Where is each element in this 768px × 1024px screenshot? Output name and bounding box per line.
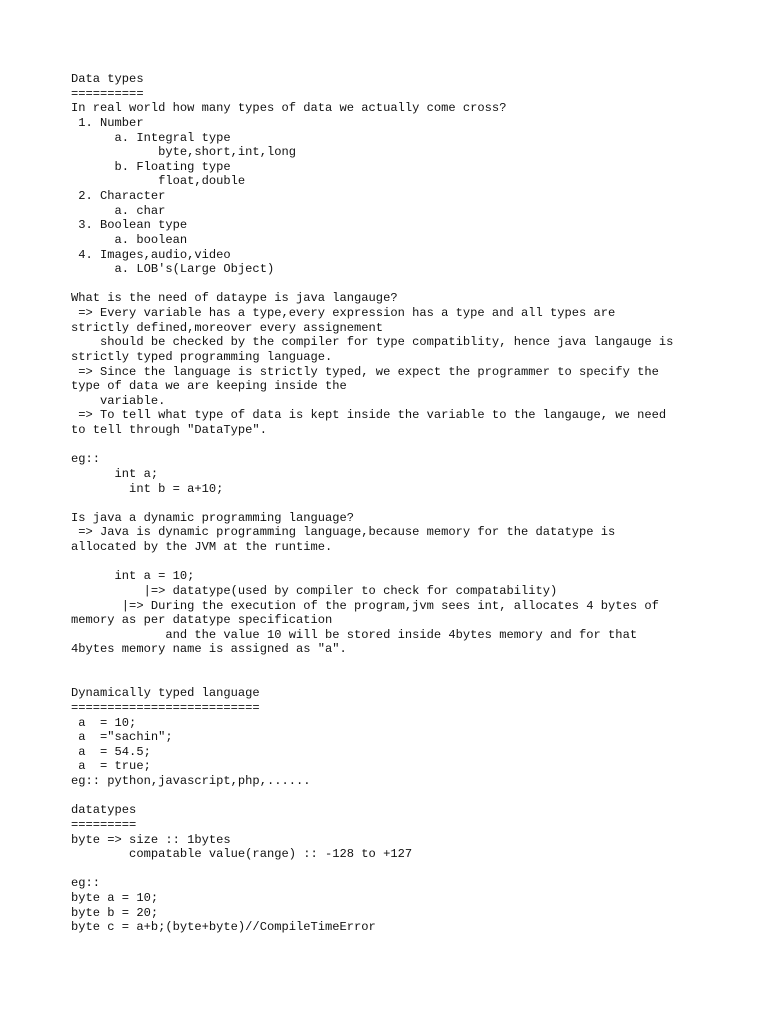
- text-line: int a = 10;: [71, 569, 195, 584]
- text-line: byte a = 10;: [71, 891, 159, 905]
- text-line: strictly defined,moreover every assignement: [71, 320, 384, 335]
- text-line: [71, 496, 731, 511]
- text-line: type of data we are keeping inside the: [71, 379, 347, 394]
- text-line: compatable value(range) :: -128 to +127: [71, 847, 413, 862]
- text-line: 1. Number: [71, 115, 144, 130]
- text-line: Dynamically typed language: [71, 686, 260, 701]
- text-line: to tell through "DataType".: [71, 423, 267, 437]
- text-line: |=> datatype(used by compiler to check for compatability): [71, 583, 558, 598]
- text-line: 4. Images,audio,video: [71, 247, 231, 262]
- text-line: strictly typed programming language.: [71, 349, 333, 364]
- text-line: eg::: [71, 452, 101, 467]
- text-line: => Every variable has a type,every expression has a type and all types are: [71, 306, 616, 320]
- text-line: 4bytes memory name is assigned as "a".: [71, 642, 347, 657]
- text-line: memory as per datatype specification: [71, 613, 333, 628]
- text-line: a = 10;: [71, 715, 137, 730]
- text-line: eg::: [71, 876, 101, 891]
- text-line: [71, 862, 731, 877]
- text-line: a ="sachin";: [71, 730, 173, 745]
- text-line: [71, 672, 731, 687]
- text-line: =========: [71, 817, 137, 832]
- text-line: => Since the language is strictly typed, we expect the programmer to specify the: [71, 364, 659, 379]
- text-line: |=> During the execution of the program,jvm sees int, allocates 4 bytes of: [71, 598, 659, 613]
- text-line: [71, 277, 731, 292]
- text-line: a = true;: [71, 759, 151, 774]
- document-page: [71, 72, 731, 935]
- text-line: Data types: [71, 72, 144, 86]
- text-line: => To tell what type of data is kept inside the variable to the langauge, we need: [71, 408, 667, 423]
- text-line: What is the need of dataype is java langauge?: [71, 291, 398, 306]
- text-line: 2. Character: [71, 189, 166, 203]
- text-line: [71, 657, 731, 672]
- text-line: byte c = a+b;(byte+byte)//CompileTimeError: [71, 920, 376, 935]
- text-line: int a;: [71, 466, 159, 481]
- text-line: float,double: [71, 174, 246, 189]
- text-line: ==========================: [71, 700, 260, 715]
- text-line: a. Integral type: [71, 130, 231, 145]
- text-line: ==========: [71, 86, 144, 101]
- text-line: a. boolean: [71, 232, 188, 247]
- text-line: Is java a dynamic programming language?: [71, 510, 355, 525]
- text-line: In real world how many types of data we actually come cross?: [71, 101, 507, 116]
- text-line: byte,short,int,long: [71, 145, 296, 160]
- text-line: a. char: [71, 203, 166, 218]
- text-line: b. Floating type: [71, 159, 231, 174]
- text-line: byte => size :: 1bytes: [71, 832, 231, 847]
- text-line: and the value 10 will be stored inside 4bytes memory and for that: [71, 627, 638, 642]
- text-line: eg:: python,javascript,php,......: [71, 774, 311, 788]
- text-line: a. LOB's(Large Object): [71, 262, 275, 277]
- text-line: => Java is dynamic programming language,because memory for the datatype is: [71, 525, 616, 540]
- text-line: byte b = 20;: [71, 905, 159, 920]
- text-line: datatypes: [71, 803, 137, 818]
- text-line: 3. Boolean type: [71, 218, 188, 233]
- text-line: variable.: [71, 393, 166, 408]
- text-line: [71, 555, 731, 570]
- text-line: [71, 438, 731, 453]
- text-line: should be checked by the compiler for type compatiblity, hence java langauge is: [71, 335, 674, 350]
- text-line: a = 54.5;: [71, 744, 151, 759]
- text-line: allocated by the JVM at the runtime.: [71, 540, 333, 554]
- text-line: [71, 789, 731, 804]
- text-line: int b = a+10;: [71, 481, 224, 496]
- document-text: [71, 72, 731, 935]
